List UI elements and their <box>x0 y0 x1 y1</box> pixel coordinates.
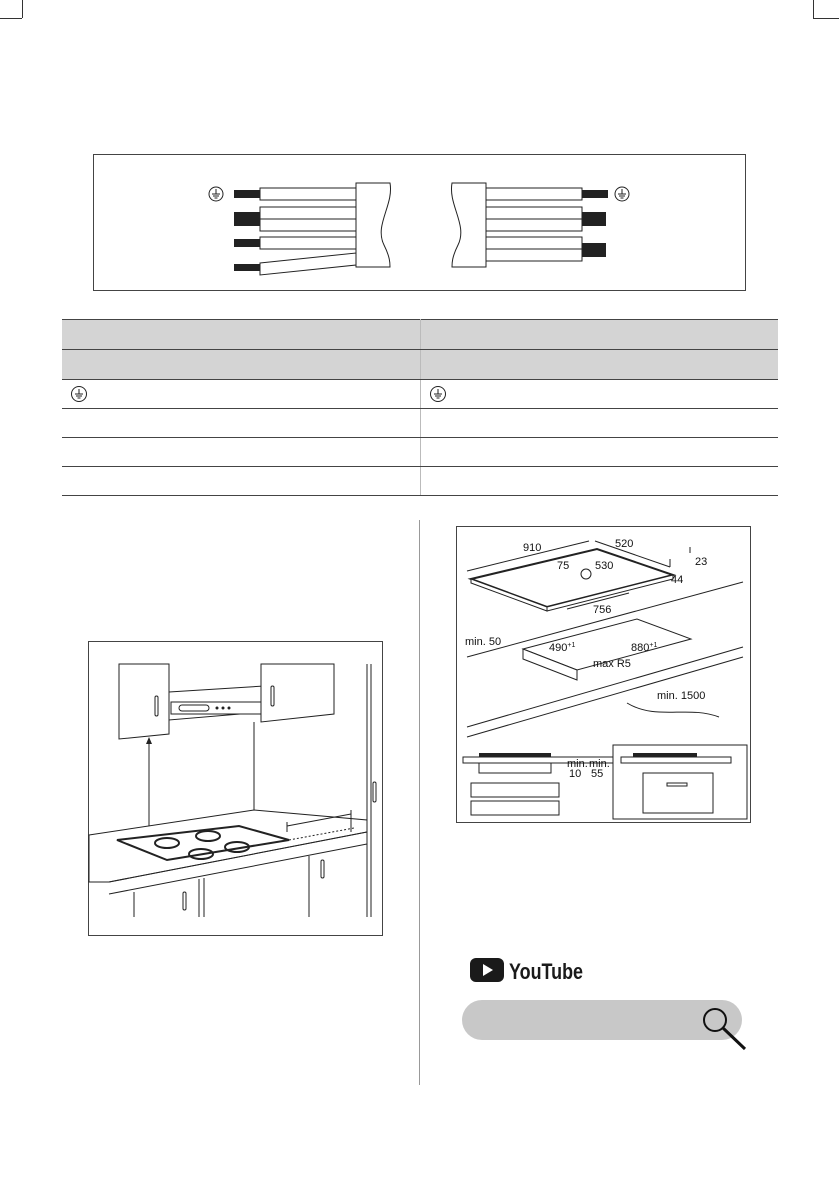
wire-end-right-3 <box>582 243 606 257</box>
wire-end-right-1 <box>582 190 608 198</box>
dim-min-right: min. <box>589 758 610 770</box>
youtube-logo-text: YouTube <box>509 959 583 984</box>
dim-min-50: min. 50 <box>465 636 502 648</box>
table-row <box>62 438 778 467</box>
table-header-row <box>62 350 778 380</box>
table-cell <box>62 380 421 409</box>
dim-max-r5: max R5 <box>593 658 631 670</box>
dim-23: 23 <box>695 556 708 568</box>
table-row <box>62 380 778 409</box>
dim-910: 910 <box>523 542 542 554</box>
wire-end-left-2 <box>234 212 260 226</box>
table-cell <box>62 438 421 467</box>
connector-right <box>451 183 486 267</box>
dim-min-1500: min. 1500 <box>657 690 706 702</box>
wire-right-2 <box>486 207 582 219</box>
table-row <box>62 467 778 496</box>
wire-right-3 <box>486 237 582 249</box>
youtube-logo[interactable] <box>470 955 590 985</box>
wire-right-1 <box>486 188 582 200</box>
dim-min-left: min. <box>567 758 588 770</box>
earth-ground-icon <box>429 385 447 403</box>
installation-dimensions-figure <box>456 526 751 823</box>
wiring-diagram <box>93 154 746 291</box>
dim-10: 10 <box>569 768 582 780</box>
column-divider <box>419 520 420 1085</box>
crop-mark-top-left <box>0 18 22 19</box>
wire-right-2b <box>486 219 582 231</box>
connection-table <box>62 319 778 496</box>
crop-mark-right <box>813 0 814 18</box>
table-cell <box>62 409 421 438</box>
wire-left-3 <box>260 237 356 249</box>
table-cell <box>62 467 421 496</box>
earth-ground-icon <box>615 187 629 201</box>
dim-55: 55 <box>591 768 604 780</box>
table-cell <box>421 467 779 496</box>
search-bar[interactable] <box>462 1000 742 1040</box>
crop-mark-top-right <box>813 18 839 19</box>
wire-end-left-1 <box>234 190 260 198</box>
connector-left <box>356 183 391 267</box>
dim-520: 520 <box>615 538 634 550</box>
wire-left-2b <box>260 219 356 231</box>
table-cell <box>421 438 779 467</box>
wire-right-3b <box>486 249 582 261</box>
table-cell <box>421 380 779 409</box>
dim-75: 75 <box>557 560 570 572</box>
wire-end-left-3 <box>234 239 260 247</box>
table-header-cell <box>421 350 779 380</box>
crop-mark-left <box>22 0 23 18</box>
wire-left-4 <box>260 253 356 275</box>
wire-left-1 <box>260 188 356 200</box>
table-cell <box>421 409 779 438</box>
dim-490: $490^{+1}$ <box>549 642 576 654</box>
earth-ground-icon <box>209 187 223 201</box>
dim-880: $880^{+1}$ <box>631 642 658 654</box>
table-row <box>62 409 778 438</box>
table-header-row <box>62 320 778 350</box>
cable <box>627 703 719 717</box>
wire-end-left-4 <box>234 264 260 271</box>
wire-end-right-2 <box>582 212 606 226</box>
magnifier-icon[interactable] <box>704 1009 745 1049</box>
table-header-cell <box>62 320 421 350</box>
dim-756: 756 <box>593 604 612 616</box>
table-header-cell <box>62 350 421 380</box>
table-header-cell <box>421 320 779 350</box>
dim-530: 530 <box>595 560 614 572</box>
earth-ground-icon <box>70 385 88 403</box>
dim-44: 44 <box>671 574 684 586</box>
kitchen-installation-illustration <box>88 641 383 936</box>
wire-left-2 <box>260 207 356 219</box>
